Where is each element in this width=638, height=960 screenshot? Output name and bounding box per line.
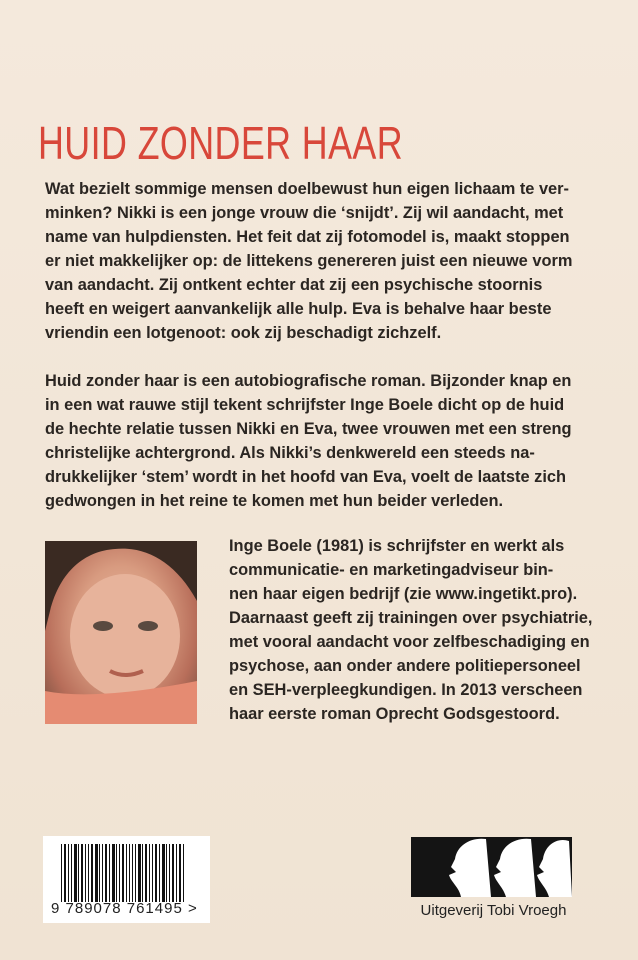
barcode-bar <box>85 844 86 902</box>
barcode-bar <box>142 844 143 902</box>
barcode-bar <box>159 844 160 902</box>
barcode-bar <box>138 844 141 902</box>
text-line: er niet makkelijker op: de littekens genereren juist een nieuwe vorm <box>45 252 573 270</box>
barcode-bar <box>95 844 98 902</box>
text-line: christelijke achtergrond. Als Nikki’s denkwereld een steeds na- <box>45 444 535 462</box>
barcode-bar <box>129 844 131 902</box>
barcode-bars <box>61 844 186 902</box>
publisher-logo <box>411 837 572 897</box>
author-photo <box>45 541 197 724</box>
text-line: communicatie- en marketingadviseur bin- <box>229 561 554 579</box>
barcode-bar <box>91 844 93 902</box>
barcode-bar <box>78 844 79 902</box>
barcode-bar <box>105 844 107 902</box>
text-line: drukkelijker ‘stem’ wordt in het hoofd van Eva, voelt de laatste zich <box>45 468 567 486</box>
barcode-bar <box>74 844 77 902</box>
barcode-bar <box>64 844 66 902</box>
barcode-bar <box>179 844 181 902</box>
barcode-bar <box>88 844 89 902</box>
text-line: Huid zonder haar is een autobiografische roman. Bijzonder knap en <box>45 372 572 390</box>
barcode-bar <box>145 844 147 902</box>
text-line: haar eerste roman Oprecht Godsgestoord. <box>229 705 560 723</box>
summary-paragraph <box>45 369 572 513</box>
barcode-bar <box>116 844 117 902</box>
barcode-bar <box>119 844 120 902</box>
text-line: en SEH-verpleegkundigen. In 2013 verscheen <box>229 681 583 699</box>
text-line: psychose, aan onder andere politiepersoneel <box>229 657 581 675</box>
publisher-name: Uitgeverij Tobi Vroegh <box>420 902 567 919</box>
blurb-paragraph <box>45 177 572 345</box>
barcode-bar <box>132 844 133 902</box>
author-bio <box>229 534 592 726</box>
barcode <box>43 836 210 923</box>
barcode-bar <box>176 844 177 902</box>
barcode-bar <box>71 844 72 902</box>
barcode-bar <box>172 844 174 902</box>
text-line: vriendin een lotgenoot: ook zij beschadigt zichzelf. <box>45 324 442 342</box>
text-line: van aandacht. Zij ontkent echter dat zij een psychische stoornis <box>45 276 543 294</box>
barcode-bar <box>166 844 167 902</box>
barcode-bar <box>68 844 69 902</box>
barcode-bar <box>102 844 103 902</box>
text-line: Inge Boele (1981) is schrijfster en werkt als <box>229 537 565 555</box>
barcode-bar <box>169 844 170 902</box>
text-line: gedwongen in het reine te komen met hun beider verleden. <box>45 492 504 510</box>
text-line: in een wat rauwe stijl tekent schrijfster Inge Boele dicht op de huid <box>45 396 565 414</box>
text-line: minken? Nikki is een jonge vrouw die ‘snijdt’. Zij wil aandacht, met <box>45 204 564 222</box>
barcode-bar <box>126 844 127 902</box>
text-line: nen haar eigen bedrijf (zie www.ingetikt.pro). <box>229 585 578 603</box>
book-title: HUID ZONDER HAAR <box>38 117 404 169</box>
text-line: name van hulpdiensten. Het feit dat zij fotomodel is, maakt stoppen <box>45 228 570 246</box>
text-line: Daarnaast geeft zij trainingen over psychiatrie, <box>229 609 593 627</box>
text-line: de hechte relatie tussen Nikki en Eva, twee vrouwen met een streng <box>45 420 572 438</box>
barcode-bar <box>135 844 136 902</box>
barcode-bar <box>109 844 110 902</box>
text-line: Wat bezielt sommige mensen doelbewust hun eigen lichaam te ver- <box>45 180 570 198</box>
barcode-bar <box>61 844 62 902</box>
barcode-bar <box>162 844 165 902</box>
isbn-number: 9 789078 761495 > <box>51 900 198 917</box>
text-line: heeft en weigert aanvankelijk alle hulp. Eva is behalve haar beste <box>45 300 552 318</box>
barcode-bar <box>99 844 100 902</box>
text-line: met vooral aandacht voor zelfbeschadiging en <box>229 633 590 651</box>
barcode-bar <box>112 844 115 902</box>
barcode-bar <box>152 844 153 902</box>
barcode-bar <box>122 844 124 902</box>
barcode-bar <box>155 844 157 902</box>
barcode-bar <box>149 844 150 902</box>
barcode-bar <box>81 844 83 902</box>
barcode-bar <box>183 844 184 902</box>
